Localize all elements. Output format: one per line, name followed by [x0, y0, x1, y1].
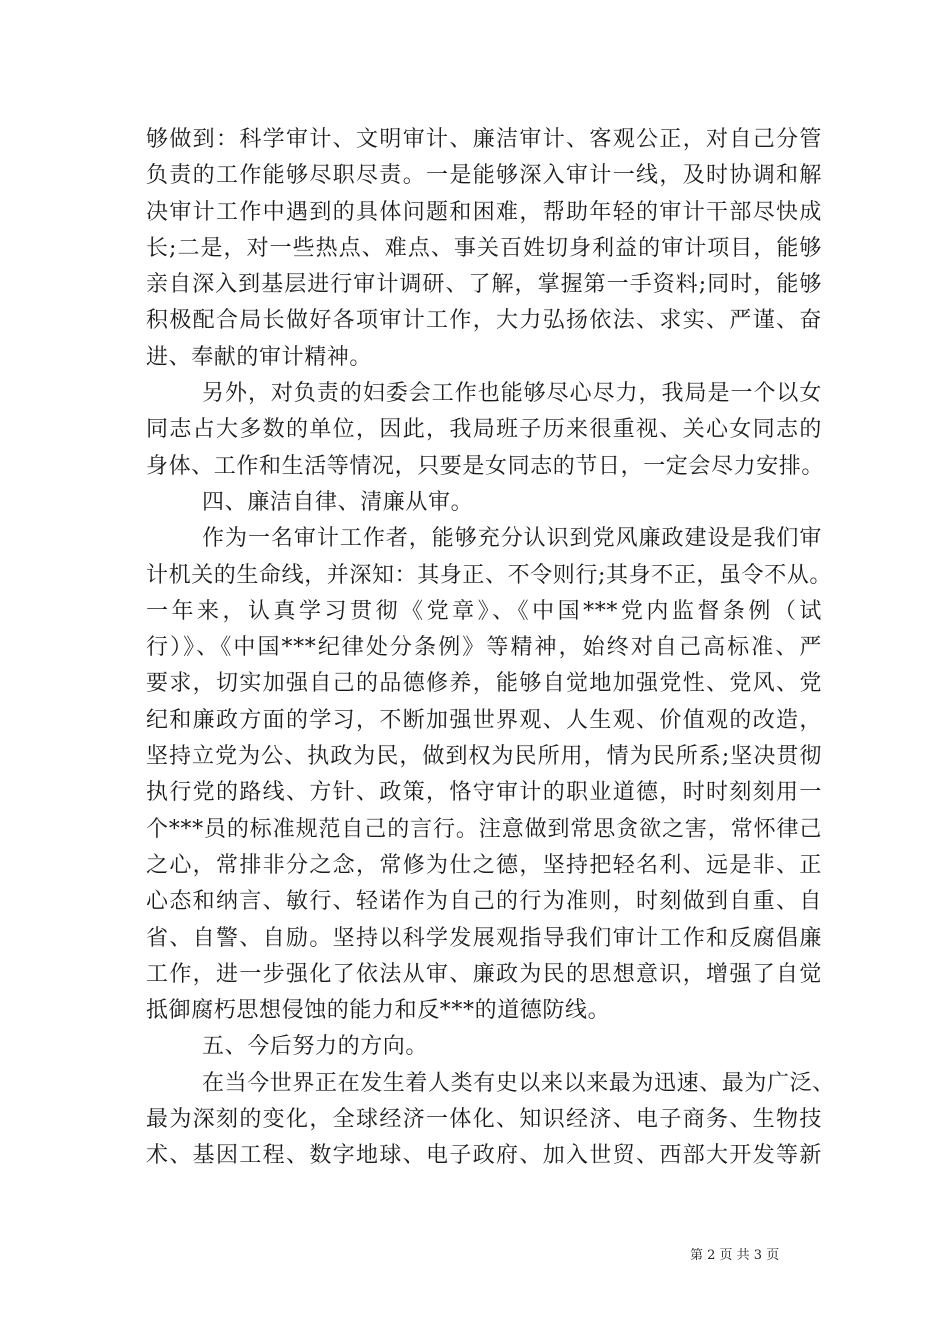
- text-line: 坚持立党为公、执政为民，做到权为民所用，情为民所系;坚决贯彻: [146, 744, 822, 770]
- text-line: 术、基因工程、数字地球、电子政府、加入世贸、西部大开发等新: [146, 1143, 822, 1169]
- text-line: 心态和纳言、敏行、轻诺作为自己的行为准则，时刻做到自重、自: [146, 889, 822, 915]
- text-line: 之心，常排非分之念，常修为仕之德，坚持把轻名利、远是非、正: [146, 852, 822, 878]
- text-line: 个***员的标准规范自己的言行。注意做到常思贪欲之害，常怀律己: [146, 816, 822, 842]
- text-line: 长;二是，对一些热点、难点、事关百姓切身利益的审计项目，能够: [146, 235, 822, 261]
- document-body: [146, 122, 835, 1175]
- text-line: 进、奉献的审计精神。: [146, 344, 373, 370]
- paragraph-start-line: 另外，对负责的妇委会工作也能够尽心尽力，我局是一个以女: [202, 381, 822, 407]
- text-line: 计机关的生命线，并深知：其身正、不令则行;其身不正，虽令不从。: [146, 562, 833, 588]
- section-heading: 五、今后努力的方向。: [202, 1034, 429, 1060]
- page-number-footer: 第 2 页 共 3 页: [690, 1248, 780, 1263]
- text-line: 要求，切实加强自己的品德修养，能够自觉地加强党性、党风、党: [146, 671, 822, 697]
- text-line: 同志占大多数的单位，因此，我局班子历来很重视、关心女同志的: [146, 417, 822, 443]
- text-line: 行）》、《中国***纪律处分条例》等精神，始终对自己高标准、严: [146, 635, 822, 661]
- paragraph-start-line: 作为一名审计工作者，能够充分认识到党风廉政建设是我们审: [202, 526, 822, 552]
- text-line: 抵御腐朽思想侵蚀的能力和反***的道德防线。: [146, 998, 611, 1024]
- text-line: 负责的工作能够尽职尽责。一是能够深入审计一线，及时协调和解: [146, 163, 822, 189]
- text-line: 工作，进一步强化了依法从审、廉政为民的思想意识，增强了自觉: [146, 961, 822, 987]
- paragraph-start-line: 在当今世界正在发生着人类有史以来以来最为迅速、最为广泛、: [202, 1070, 835, 1096]
- text-line: 纪和廉政方面的学习，不断加强世界观、人生观、价值观的改造，: [146, 707, 822, 733]
- text-line: 身体、工作和生活等情况，只要是女同志的节日，一定会尽力安排。: [146, 453, 825, 479]
- text-line: 执行党的路线、方针、政策，恪守审计的职业道德，时时刻刻用一: [146, 780, 822, 806]
- text-line: 积极配合局长做好各项审计工作，大力弘扬依法、求实、严谨、奋: [146, 308, 822, 334]
- text-line: 一年来，认真学习贯彻《党章》、《中国***党内监督条例（试: [146, 598, 822, 624]
- text-line: 最为深刻的变化，全球经济一体化、知识经济、电子商务、生物技: [146, 1107, 822, 1133]
- text-line: 决审计工作中遇到的具体问题和困难，帮助年轻的审计干部尽快成: [146, 199, 822, 225]
- text-line: 亲自深入到基层进行审计调研、了解，掌握第一手资料;同时，能够: [146, 272, 822, 298]
- text-line: 省、自警、自励。坚持以科学发展观指导我们审计工作和反腐倡廉: [146, 925, 822, 951]
- text-line: 够做到：科学审计、文明审计、廉洁审计、客观公正，对自己分管: [146, 127, 822, 152]
- section-heading: 四、廉洁自律、清廉从审。: [202, 489, 474, 515]
